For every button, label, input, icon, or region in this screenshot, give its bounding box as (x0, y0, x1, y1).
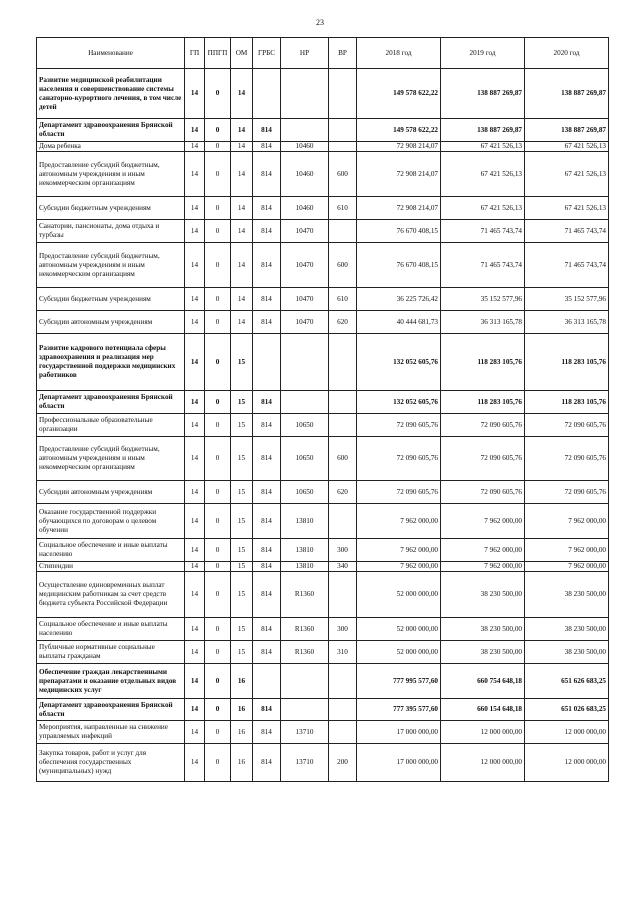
row-ppgp: 0 (205, 334, 231, 391)
table-row (37, 562, 609, 572)
row-om: 15 (231, 391, 253, 414)
row-om: 16 (231, 744, 253, 782)
row-om: 15 (231, 504, 253, 539)
row-nr: 13810 (281, 562, 329, 572)
row-name: Субсидии автономным учреждениям (37, 481, 185, 504)
row-value-2019: 38 230 500,00 (441, 641, 525, 664)
row-gp: 14 (185, 288, 205, 311)
row-om: 14 (231, 243, 253, 288)
row-om: 15 (231, 437, 253, 481)
row-ppgp: 0 (205, 243, 231, 288)
row-value-2019: 118 283 105,76 (441, 391, 525, 414)
row-nr: 10460 (281, 152, 329, 197)
table-row (37, 721, 609, 744)
row-value-2018: 52 000 000,00 (357, 618, 441, 641)
row-value-2018: 132 052 605,76 (357, 334, 441, 391)
row-gp: 14 (185, 572, 205, 618)
row-vr: 600 (329, 152, 357, 197)
table-row (37, 664, 609, 699)
row-om: 14 (231, 288, 253, 311)
row-value-2019: 7 962 000,00 (441, 504, 525, 539)
row-ppgp: 0 (205, 699, 231, 721)
row-value-2018: 7 962 000,00 (357, 562, 441, 572)
row-vr: 600 (329, 437, 357, 481)
row-name: Предоставление субсидий бюджетным, автономным учреждениям и иным некоммерческим организациям (37, 437, 185, 481)
row-value-2020: 7 962 000,00 (525, 562, 609, 572)
row-gp: 14 (185, 437, 205, 481)
row-value-2020: 38 230 500,00 (525, 572, 609, 618)
table-row (37, 142, 609, 152)
row-nr: 10460 (281, 142, 329, 152)
row-grbs: 814 (253, 641, 281, 664)
row-gp: 14 (185, 699, 205, 721)
row-gp: 14 (185, 311, 205, 334)
table-row (37, 744, 609, 782)
row-ppgp: 0 (205, 562, 231, 572)
row-nr (281, 69, 329, 119)
row-value-2020: 67 421 526,13 (525, 142, 609, 152)
table-row (37, 641, 609, 664)
table-row (37, 391, 609, 414)
table-row (37, 197, 609, 220)
row-name: Департамент здравоохранения Брянской области (37, 119, 185, 142)
row-vr (329, 721, 357, 744)
table-row (37, 572, 609, 618)
row-value-2020: 72 090 605,76 (525, 481, 609, 504)
row-value-2019: 38 230 500,00 (441, 618, 525, 641)
row-value-2020: 138 887 269,87 (525, 69, 609, 119)
table-row (37, 618, 609, 641)
table-header-row (37, 38, 609, 69)
table-body (37, 69, 609, 782)
row-gp: 14 (185, 152, 205, 197)
column-header-om: ОМ (231, 38, 253, 69)
row-vr: 300 (329, 618, 357, 641)
row-om: 14 (231, 69, 253, 119)
table-row (37, 481, 609, 504)
row-value-2020: 118 283 105,76 (525, 391, 609, 414)
row-value-2018: 777 395 577,60 (357, 699, 441, 721)
row-value-2020: 651 026 683,25 (525, 699, 609, 721)
row-value-2020: 35 152 577,96 (525, 288, 609, 311)
budget-table (36, 37, 609, 782)
row-nr (281, 334, 329, 391)
row-gp: 14 (185, 69, 205, 119)
row-value-2018: 17 000 000,00 (357, 721, 441, 744)
row-value-2020: 72 090 605,76 (525, 414, 609, 437)
row-nr: 10650 (281, 437, 329, 481)
row-om: 14 (231, 119, 253, 142)
row-value-2019: 12 000 000,00 (441, 721, 525, 744)
row-grbs: 814 (253, 699, 281, 721)
row-gp: 14 (185, 220, 205, 243)
row-nr: 13710 (281, 744, 329, 782)
row-vr (329, 334, 357, 391)
column-header-grbs: ГРБС (253, 38, 281, 69)
row-vr: 600 (329, 243, 357, 288)
row-ppgp: 0 (205, 572, 231, 618)
table-row (37, 539, 609, 562)
row-ppgp: 0 (205, 414, 231, 437)
row-name: Мероприятия, направленные на снижение управляемых инфекций (37, 721, 185, 744)
row-grbs: 814 (253, 414, 281, 437)
row-grbs: 814 (253, 744, 281, 782)
row-grbs (253, 664, 281, 699)
row-om: 14 (231, 220, 253, 243)
row-value-2019: 660 154 648,18 (441, 699, 525, 721)
row-om: 14 (231, 311, 253, 334)
row-name: Профессиональные образовательные организации (37, 414, 185, 437)
row-value-2018: 132 052 605,76 (357, 391, 441, 414)
row-vr: 310 (329, 641, 357, 664)
row-name: Публичные нормативные социальные выплаты гражданам (37, 641, 185, 664)
row-name: Департамент здравоохранения Брянской области (37, 699, 185, 721)
row-grbs: 814 (253, 197, 281, 220)
row-om: 14 (231, 152, 253, 197)
row-gp: 14 (185, 504, 205, 539)
row-om: 16 (231, 721, 253, 744)
row-value-2020: 7 962 000,00 (525, 539, 609, 562)
column-header-ppgp: ППГП (205, 38, 231, 69)
row-value-2018: 52 000 000,00 (357, 641, 441, 664)
row-ppgp: 0 (205, 539, 231, 562)
table-row (37, 437, 609, 481)
row-om: 15 (231, 414, 253, 437)
row-ppgp: 0 (205, 504, 231, 539)
row-om: 15 (231, 618, 253, 641)
row-grbs (253, 69, 281, 119)
row-vr (329, 572, 357, 618)
table-row (37, 699, 609, 721)
row-ppgp: 0 (205, 481, 231, 504)
row-value-2018: 40 444 681,73 (357, 311, 441, 334)
row-gp: 14 (185, 481, 205, 504)
row-om: 16 (231, 664, 253, 699)
row-value-2019: 118 283 105,76 (441, 334, 525, 391)
row-nr: 10470 (281, 288, 329, 311)
column-header-vr: ВР (329, 38, 357, 69)
row-vr (329, 504, 357, 539)
row-grbs: 814 (253, 142, 281, 152)
row-name: Закупка товаров, работ и услуг для обеспечения государственных (муниципальных) нужд (37, 744, 185, 782)
table-row (37, 414, 609, 437)
row-value-2018: 52 000 000,00 (357, 572, 441, 618)
column-header-nr: НР (281, 38, 329, 69)
row-ppgp: 0 (205, 119, 231, 142)
row-vr: 200 (329, 744, 357, 782)
column-header-name: Наименование (37, 38, 185, 69)
row-gp: 14 (185, 334, 205, 391)
row-name: Предоставление субсидий бюджетным, автономным учреждениям и иным некоммерческим организациям (37, 243, 185, 288)
row-value-2018: 72 090 605,76 (357, 481, 441, 504)
row-nr: 10650 (281, 481, 329, 504)
row-grbs: 814 (253, 572, 281, 618)
row-grbs: 814 (253, 119, 281, 142)
row-nr: 10460 (281, 197, 329, 220)
row-grbs: 814 (253, 391, 281, 414)
row-value-2018: 777 995 577,60 (357, 664, 441, 699)
row-value-2020: 12 000 000,00 (525, 744, 609, 782)
row-value-2020: 71 465 743,74 (525, 220, 609, 243)
row-value-2020: 67 421 526,13 (525, 197, 609, 220)
row-name: Оказание государственной поддержки обучающихся по договорам о целевом обучении (37, 504, 185, 539)
row-value-2018: 7 962 000,00 (357, 539, 441, 562)
row-nr (281, 119, 329, 142)
row-gp: 14 (185, 142, 205, 152)
row-nr (281, 699, 329, 721)
row-ppgp: 0 (205, 288, 231, 311)
row-value-2020: 71 465 743,74 (525, 243, 609, 288)
row-value-2019: 7 962 000,00 (441, 539, 525, 562)
row-ppgp: 0 (205, 721, 231, 744)
row-gp: 14 (185, 197, 205, 220)
row-name: Стипендии (37, 562, 185, 572)
row-value-2018: 72 908 214,07 (357, 152, 441, 197)
row-value-2019: 138 887 269,87 (441, 69, 525, 119)
row-value-2020: 651 626 683,25 (525, 664, 609, 699)
row-name: Субсидии бюджетным учреждениям (37, 288, 185, 311)
row-gp: 14 (185, 562, 205, 572)
row-nr: 10470 (281, 220, 329, 243)
row-value-2018: 72 908 214,07 (357, 197, 441, 220)
row-nr: 13810 (281, 504, 329, 539)
row-value-2019: 7 962 000,00 (441, 562, 525, 572)
row-vr: 300 (329, 539, 357, 562)
row-ppgp: 0 (205, 437, 231, 481)
row-gp: 14 (185, 119, 205, 142)
row-value-2018: 72 090 605,76 (357, 437, 441, 481)
row-vr: 610 (329, 288, 357, 311)
row-grbs: 814 (253, 288, 281, 311)
row-name: Обеспечение граждан лекарственными препаратами и оказание отдельных видов медицинских услуг (37, 664, 185, 699)
column-header-2018: 2018 год (357, 38, 441, 69)
row-nr: R1360 (281, 641, 329, 664)
row-name: Предоставление субсидий бюджетным, автономным учреждениям и иным некоммерческим организациям (37, 152, 185, 197)
row-gp: 14 (185, 641, 205, 664)
table-row (37, 119, 609, 142)
row-value-2018: 36 225 726,42 (357, 288, 441, 311)
row-grbs: 814 (253, 504, 281, 539)
row-vr (329, 414, 357, 437)
row-grbs: 814 (253, 437, 281, 481)
row-nr: 10470 (281, 311, 329, 334)
row-grbs: 814 (253, 618, 281, 641)
table-row (37, 220, 609, 243)
row-grbs: 814 (253, 220, 281, 243)
row-vr (329, 142, 357, 152)
row-value-2020: 72 090 605,76 (525, 437, 609, 481)
row-nr (281, 391, 329, 414)
row-value-2019: 72 090 605,76 (441, 414, 525, 437)
row-value-2019: 71 465 743,74 (441, 220, 525, 243)
row-grbs: 814 (253, 721, 281, 744)
row-nr: 10650 (281, 414, 329, 437)
row-om: 15 (231, 481, 253, 504)
row-grbs: 814 (253, 539, 281, 562)
table-row (37, 243, 609, 288)
row-value-2019: 138 887 269,87 (441, 119, 525, 142)
column-header-2020: 2020 год (525, 38, 609, 69)
row-vr (329, 220, 357, 243)
row-value-2019: 660 754 648,18 (441, 664, 525, 699)
row-ppgp: 0 (205, 152, 231, 197)
row-value-2020: 38 230 500,00 (525, 618, 609, 641)
row-name: Социальное обеспечение и иные выплаты населению (37, 539, 185, 562)
row-value-2018: 72 090 605,76 (357, 414, 441, 437)
row-value-2018: 76 670 408,15 (357, 220, 441, 243)
row-grbs: 814 (253, 243, 281, 288)
row-gp: 14 (185, 391, 205, 414)
row-vr (329, 699, 357, 721)
row-value-2019: 35 152 577,96 (441, 288, 525, 311)
row-om: 16 (231, 699, 253, 721)
row-value-2020: 36 313 165,78 (525, 311, 609, 334)
row-name: Развитие медицинской реабилитации населения и совершенствование системы санаторно-курортного лечения, в том числе детей (37, 69, 185, 119)
row-ppgp: 0 (205, 641, 231, 664)
row-nr: 10470 (281, 243, 329, 288)
row-value-2019: 12 000 000,00 (441, 744, 525, 782)
row-nr: 13710 (281, 721, 329, 744)
row-nr: R1360 (281, 572, 329, 618)
row-value-2019: 71 465 743,74 (441, 243, 525, 288)
row-name: Осуществление единовременных выплат медицинским работникам за счет средств бюджета субъекта Российской Федерации (37, 572, 185, 618)
row-value-2020: 38 230 500,00 (525, 641, 609, 664)
row-vr (329, 119, 357, 142)
row-grbs: 814 (253, 481, 281, 504)
row-name: Социальное обеспечение и иные выплаты населению (37, 618, 185, 641)
table-row (37, 69, 609, 119)
row-name: Субсидии автономным учреждениям (37, 311, 185, 334)
row-ppgp: 0 (205, 220, 231, 243)
row-nr: 13810 (281, 539, 329, 562)
row-value-2020: 67 421 526,13 (525, 152, 609, 197)
row-gp: 14 (185, 414, 205, 437)
row-om: 15 (231, 641, 253, 664)
column-header-gp: ГП (185, 38, 205, 69)
row-nr: R1360 (281, 618, 329, 641)
row-om: 15 (231, 334, 253, 391)
row-name: Субсидии бюджетным учреждениям (37, 197, 185, 220)
row-vr: 620 (329, 481, 357, 504)
row-value-2018: 149 578 622,22 (357, 69, 441, 119)
table-row (37, 152, 609, 197)
row-ppgp: 0 (205, 197, 231, 220)
row-value-2020: 138 887 269,87 (525, 119, 609, 142)
row-ppgp: 0 (205, 142, 231, 152)
row-grbs: 814 (253, 311, 281, 334)
row-vr (329, 664, 357, 699)
row-name: Санатории, пансионаты, дома отдыха и турбазы (37, 220, 185, 243)
row-value-2019: 67 421 526,13 (441, 142, 525, 152)
row-ppgp: 0 (205, 391, 231, 414)
row-om: 15 (231, 572, 253, 618)
row-value-2019: 38 230 500,00 (441, 572, 525, 618)
row-value-2020: 7 962 000,00 (525, 504, 609, 539)
row-om: 14 (231, 142, 253, 152)
row-value-2019: 72 090 605,76 (441, 437, 525, 481)
row-vr: 340 (329, 562, 357, 572)
row-name: Департамент здравоохранения Брянской области (37, 391, 185, 414)
row-om: 15 (231, 539, 253, 562)
row-ppgp: 0 (205, 664, 231, 699)
row-vr (329, 391, 357, 414)
table-row (37, 334, 609, 391)
row-value-2018: 72 908 214,07 (357, 142, 441, 152)
row-grbs: 814 (253, 562, 281, 572)
row-ppgp: 0 (205, 744, 231, 782)
row-ppgp: 0 (205, 618, 231, 641)
row-grbs (253, 334, 281, 391)
row-gp: 14 (185, 744, 205, 782)
row-vr: 620 (329, 311, 357, 334)
row-om: 14 (231, 197, 253, 220)
row-value-2018: 7 962 000,00 (357, 504, 441, 539)
row-grbs: 814 (253, 152, 281, 197)
row-value-2018: 17 000 000,00 (357, 744, 441, 782)
row-ppgp: 0 (205, 311, 231, 334)
row-value-2019: 67 421 526,13 (441, 197, 525, 220)
row-gp: 14 (185, 243, 205, 288)
row-value-2020: 118 283 105,76 (525, 334, 609, 391)
table-row (37, 311, 609, 334)
row-gp: 14 (185, 618, 205, 641)
row-name: Дома ребенка (37, 142, 185, 152)
page-number: 23 (316, 18, 324, 27)
table-row (37, 288, 609, 311)
row-value-2018: 76 670 408,15 (357, 243, 441, 288)
row-vr (329, 69, 357, 119)
table-row (37, 504, 609, 539)
row-om: 15 (231, 562, 253, 572)
row-value-2020: 12 000 000,00 (525, 721, 609, 744)
row-value-2018: 149 578 622,22 (357, 119, 441, 142)
row-value-2019: 72 090 605,76 (441, 481, 525, 504)
column-header-2019: 2019 год (441, 38, 525, 69)
row-gp: 14 (185, 721, 205, 744)
row-value-2019: 36 313 165,78 (441, 311, 525, 334)
row-vr: 610 (329, 197, 357, 220)
row-gp: 14 (185, 539, 205, 562)
row-gp: 14 (185, 664, 205, 699)
row-nr (281, 664, 329, 699)
row-name: Развитие кадрового потенциала сферы здравоохранения и реализация мер государственной поддержки медицинских работников (37, 334, 185, 391)
row-value-2019: 67 421 526,13 (441, 152, 525, 197)
row-ppgp: 0 (205, 69, 231, 119)
